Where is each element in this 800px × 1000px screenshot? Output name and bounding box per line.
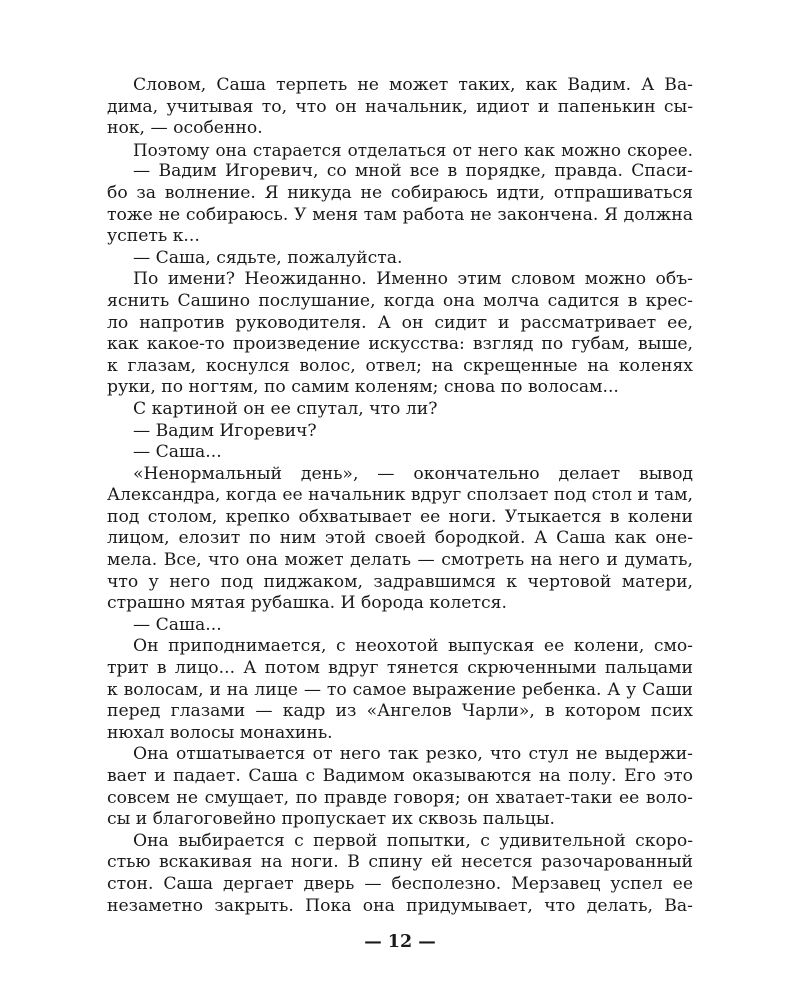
text-line: как какое-то произведение искусства: взгляд по губам, выше, [107, 334, 693, 355]
text-line: — Саша, сядьте, пожалуйста. [133, 247, 403, 268]
text-line: руки, по ногтям, по самим коленям; снова по волосам... [107, 377, 619, 398]
text-line: нюхал волосы монахинь. [107, 722, 333, 743]
text-line: мела. Все, что она может делать — смотреть на него и думать, [107, 550, 693, 571]
text-line: бо за волнение. Я никуда не собираюсь идти, отпрашиваться [107, 182, 693, 203]
text-line: «Ненормальный день», — окончательно делает вывод [133, 463, 693, 484]
text-line: лицом, елозит по ним этой своей бородкой. А Саша как оне- [107, 528, 693, 549]
text-line: дима, учитывая то, что он начальник, идиот и папенькин сы- [107, 96, 693, 117]
text-line: незаметно закрыть. Пока она придумывает, что делать, Ва- [107, 895, 693, 916]
text-line: к глазам, коснулся волос, отвел; на скрещенные на коленях [107, 355, 693, 376]
text-line: что у него под пиджаком, задравшимся к чертовой матери, [107, 571, 693, 592]
text-line: стью вскакивая на ноги. В спину ей несется разочарованный [107, 852, 693, 873]
text-line: ло напротив руководителя. А он сидит и рассматривает ее, [107, 312, 693, 333]
text-line: Поэтому она старается отделаться от него как можно скорее. [133, 139, 693, 160]
text-line: стон. Саша дергает дверь — бесполезно. Мерзавец успел ее [107, 873, 693, 894]
text-line: сы и благоговейно пропускает их сквозь пальцы. [107, 809, 555, 830]
text-line: тоже не собираюсь. У меня там работа не закончена. Я должна [107, 204, 693, 225]
text-line: яснить Сашино послушание, когда она молча садится в крес- [107, 290, 693, 311]
text-line: под столом, крепко обхватывает ее ноги. Утыкается в колени [107, 506, 693, 527]
text-line: С картиной он ее спутал, что ли? [133, 398, 438, 419]
text-line: — Вадим Игоревич? [133, 420, 317, 441]
text-line: Он приподнимается, с неохотой выпуская ее колени, смо- [133, 636, 693, 657]
page-body [107, 75, 693, 917]
text-line: вает и падает. Саша с Вадимом оказываются на полу. Его это [107, 766, 693, 786]
text-line: успеть к... [107, 226, 200, 247]
text-line: — Саша... [133, 442, 222, 463]
text-line: По имени? Неожиданно. Именно этим словом можно объ- [133, 269, 693, 290]
page-number: — 12 — [364, 932, 436, 952]
text-line: перед глазами — кадр из «Ангелов Чарли», в котором псих [107, 701, 693, 722]
text-line: Александра, когда ее начальник вдруг сползает под стол и там, [107, 485, 694, 506]
text-line: страшно мятая рубашка. И борода колется. [107, 593, 507, 614]
text-line: — Саша... [133, 614, 222, 635]
text-line: к волосам, и на лице — то самое выражение ребенка. А у Саши [107, 679, 693, 700]
text-line: трит в лицо... А потом вдруг тянется скрюченными пальцами [107, 658, 693, 679]
text-line: совсем не смущает, по правде говоря; он хватает-таки ее воло- [107, 787, 693, 808]
text-line: нок, — особенно. [107, 118, 263, 139]
text-line: Словом, Саша терпеть не может таких, как Вадим. А Ва- [133, 75, 693, 95]
text-line: Она выбирается с первой попытки, с удивительной скоро- [133, 830, 693, 851]
text-line: Она отшатывается от него так резко, что стул не выдержи- [133, 744, 693, 765]
text-line: — Вадим Игоревич, со мной все в порядке, правда. Спаси- [133, 161, 693, 182]
